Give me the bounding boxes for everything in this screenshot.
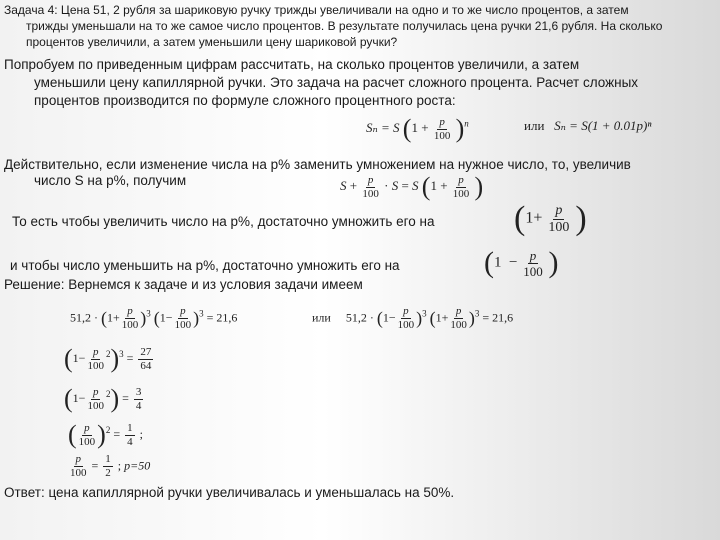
formula-sn-alt: Sₙ = S(1 + 0.01p)ⁿ — [554, 118, 652, 133]
increase-text: То есть чтобы увеличить число на р%, достаточно умножить его на — [12, 214, 435, 229]
frac-2: 2 — [105, 467, 111, 479]
task-line-3: процентов увеличили, а затем уменьшили цену шариковой ручки? — [26, 35, 398, 49]
formula-or-label: или — [524, 118, 545, 133]
eq-main-right: = 21,6 — [206, 310, 238, 325]
compound-formula: Sₙ = S (1 + $\frac{p}{100}$ )$^n$ — [366, 114, 469, 143]
formula-sn: Sₙ = S — [366, 119, 400, 135]
p-result: p=50 — [124, 458, 151, 473]
frac-4: 4 — [135, 399, 142, 412]
eq-main-left: 51,2 · — [70, 310, 98, 325]
frac-27: 27 — [140, 345, 152, 358]
indeed-line-2: число S на р%, получим — [34, 173, 187, 188]
equation-step-1: (1− $\frac{p}{100}$ $^2$)$^3$ = $\frac{27}{64}$ — [64, 344, 152, 373]
increase-derivation: S + $\frac{p}{100}$ · S = S (1 + $\frac{p}{100}$ ) — [340, 172, 484, 201]
equation-main: 51,2 · (1+ $\frac{p}{100}$ )$^3$ (1− $\frac{p}{100}$ )$^3$ = 21,6 — [70, 305, 238, 331]
decrease-text: и чтобы число уменьшить на р%, достаточно умножить его на — [10, 258, 400, 273]
frac-1: 1 — [127, 421, 133, 434]
answer-text: Ответ: цена капиллярной ручки увеличивалась и уменьшалась на 50%. — [4, 485, 455, 500]
frac-3: 3 — [135, 385, 142, 398]
eq-alt-or: или — [312, 310, 331, 325]
equation-step-3: ( $\frac{p}{100}$ )$^2$ = $\frac{1}{4}$ ; — [68, 420, 143, 449]
increase-multiplier: (1+ $\frac{p}{100}$ ) — [514, 200, 587, 237]
intro-line-1: Попробуем по приведенным цифрам рассчитать, на сколько процентов увеличили, а затем — [4, 57, 580, 72]
frac-4-b: 4 — [127, 435, 133, 448]
intro-line-2: уменьшили цену капиллярной ручки. Это задача на расчет сложного процента. Расчет сложных — [34, 75, 639, 90]
frac-64: 64 — [140, 359, 152, 372]
decrease-multiplier: (1 − $\frac{p}{100}$ ) — [484, 246, 559, 279]
compound-formula-alt — [524, 118, 651, 134]
equation-step-4: $\frac{p}{100}$ = $\frac{1}{2}$ ; p=50 — [70, 453, 151, 479]
solution-text: Решение: Вернемся к задаче и из условия задачи имеем — [4, 277, 363, 292]
equation-main-alt: или 51,2 · (1− $\frac{p}{100}$ )$^3$ (1+ $\frac{p}{100}$ )$^3$ = 21,6 — [312, 305, 514, 331]
task-line-2: трижды уменьшали на то же самое число процентов. В результате получилась цена ручки 21,6 рубля. На сколько — [26, 19, 663, 33]
intro-line-3: процентов производится по формуле сложного процентного роста: — [34, 93, 456, 108]
equation-step-2: (1− $\frac{p}{100}$ $^2$) = $\frac{3}{4}$ — [64, 384, 142, 413]
indeed-line-1: Действительно, если изменение числа на р% заменить умножением на нужное число, то, увеличив — [4, 157, 631, 172]
task-line-1: Задача 4: Цена 51, 2 рубля за шариковую ручку трижды увеличивали на одно и то же число процентов, а затем — [4, 3, 629, 17]
